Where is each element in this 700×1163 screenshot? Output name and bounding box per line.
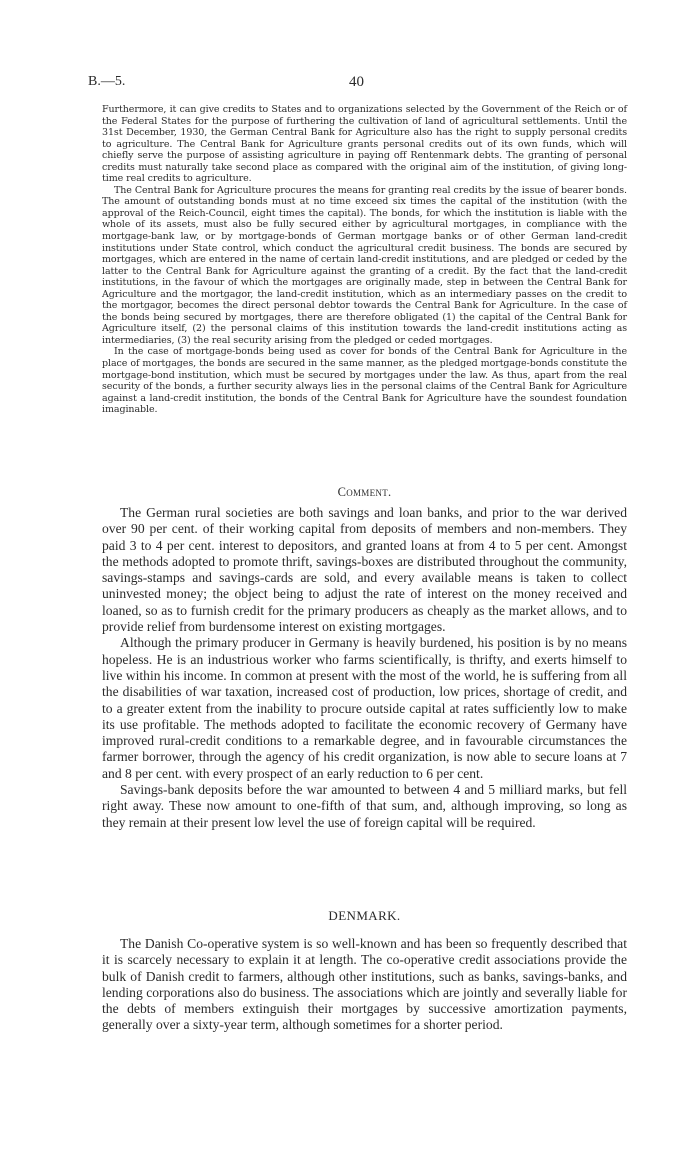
intro-section — [102, 104, 627, 416]
denmark-paragraph: The Danish Co-operative system is so well-known and has been so frequently described that it is scarcely necessary to explain it at length. The co-operative credit associations provide the bulk of Danish credit to farmers, although other institutions, such as banks, savings-banks, and lending corporations also do business. The associations which are jointly and severally liable for the debts of members extinguish their mortgages by successive amortization payments, generally over a sixty-year term, although sometimes for a shorter period. — [102, 936, 627, 1033]
denmark-heading: DENMARK. — [328, 908, 401, 923]
comment-paragraph: Although the primary producer in Germany is heavily burdened, his position is by no means hopeless. He is an industrious worker who farms scientifically, is thrifty, and exerts himself to live within his income. In common at present with the most of the world, he is suffering from all the disabilities of war taxation, increased cost of production, low prices, shortage of credit, and to a greater extent from the inability to procure outside capital at rates sufficiently low to make its use profitable. The methods adopted to facilitate the economic recovery of Germany have improved rural-credit conditions to a remarkable degree, and in favourable circumstances the farmer borrower, through the agency of his credit organization, is now able to secure loans at 7 and 8 per cent. with every prospect of an early reduction to 6 per cent. — [102, 635, 627, 781]
page-number: 40 — [349, 74, 364, 90]
intro-paragraph: In the case of mortgage-bonds being used as cover for bonds of the Central Bank for Agriculture in the place of mortgages, the bonds are secured in the same manner, as the pledged mortgage-bonds constitute the mortgage-bond institution, which must be secured by mortgages under the law. As thus, apart from the real security of the bonds, a further security always lies in the personal claims of the Central Bank for Agriculture against a land-credit institution, the bonds of the Central Bank for Agriculture have the soundest foundation imaginable. — [102, 346, 627, 416]
comment-section — [102, 505, 627, 831]
comment-paragraph: The German rural societies are both savings and loan banks, and prior to the war derived over 90 per cent. of their working capital from deposits of members and non-members. They paid 3 to 4 per cent. interest to depositors, and granted loans at from 4 to 5 per cent. Amongst the methods adopted to promote thrift, savings-boxes are distributed throughout the community, savings-stamps and savings-cards are sold, and every available means is taken to collect uninvested money; the object being to adjust the rate of interest on the money received and loaned, so as to furnish credit for the primary producers as cheaply as the market allows, and to provide relief from burdensome interest on existing mortgages. — [102, 505, 627, 635]
comment-heading: Comment. — [337, 485, 392, 499]
document-reference: B.—5. — [88, 74, 126, 89]
page-header — [88, 74, 625, 96]
comment-paragraph: Savings-bank deposits before the war amounted to between 4 and 5 milliard marks, but fell right away. These now amount to one-fifth of that sum, and, although improving, so long as they remain at their present low level the use of foreign capital will be required. — [102, 782, 627, 830]
intro-paragraph: Furthermore, it can give credits to States and to organizations selected by the Government of the Reich or of the Federal States for the purpose of furthering the cultivation of land of agricultural settlements. Until the 31st December, 1930, the German Central Bank for Agriculture also has the right to supply personal credits to agriculture. The Central Bank for Agriculture grants personal credits out of its own funds, which will chiefly serve the purpose of assisting agriculture in paying off Rentenmark debts. The granting of personal credits must naturally take second place as compared with the original aim of the institution, of giving long-time real credits to agriculture. — [102, 104, 627, 185]
denmark-section — [102, 936, 627, 1034]
intro-paragraph: The Central Bank for Agriculture procures the means for granting real credits by the issue of bearer bonds. The amount of outstanding bonds must at no time exceed six times the capital of the institution (with the approval of the Reich-Council, eight times the capital). The bonds, for which the institution is liable with the whole of its assets, must also be fully secured either by agricultural mortgages, in compliance with the mortgage-bank law, or by mortgage-bonds of German mortgage banks or of other German land-credit institutions under State control, which conduct the agricultural credit business. The bonds are secured by mortgages, which are entered in the name of certain land-credit institutions, and are pledged or ceded by the latter to the Central Bank for Agriculture against the granting of a credit. By the fact that the land-credit institutions, in the favour of which the mortgages are originally made, step in between the Central Bank for Agriculture and the mortgagor, the land-credit institution, which as an intermediary passes on the credit to the mortgagor, becomes the direct personal debtor towards the Central Bank for Agriculture. In the case of the bonds being secured by mortgages, there are therefore obligated (1) the capital of the Central Bank for Agriculture itself, (2) the personal claims of this institution towards the land-credit institutions acting as intermediaries, (3) the real security arising from the pledged or ceded mortgages. — [102, 184, 627, 346]
